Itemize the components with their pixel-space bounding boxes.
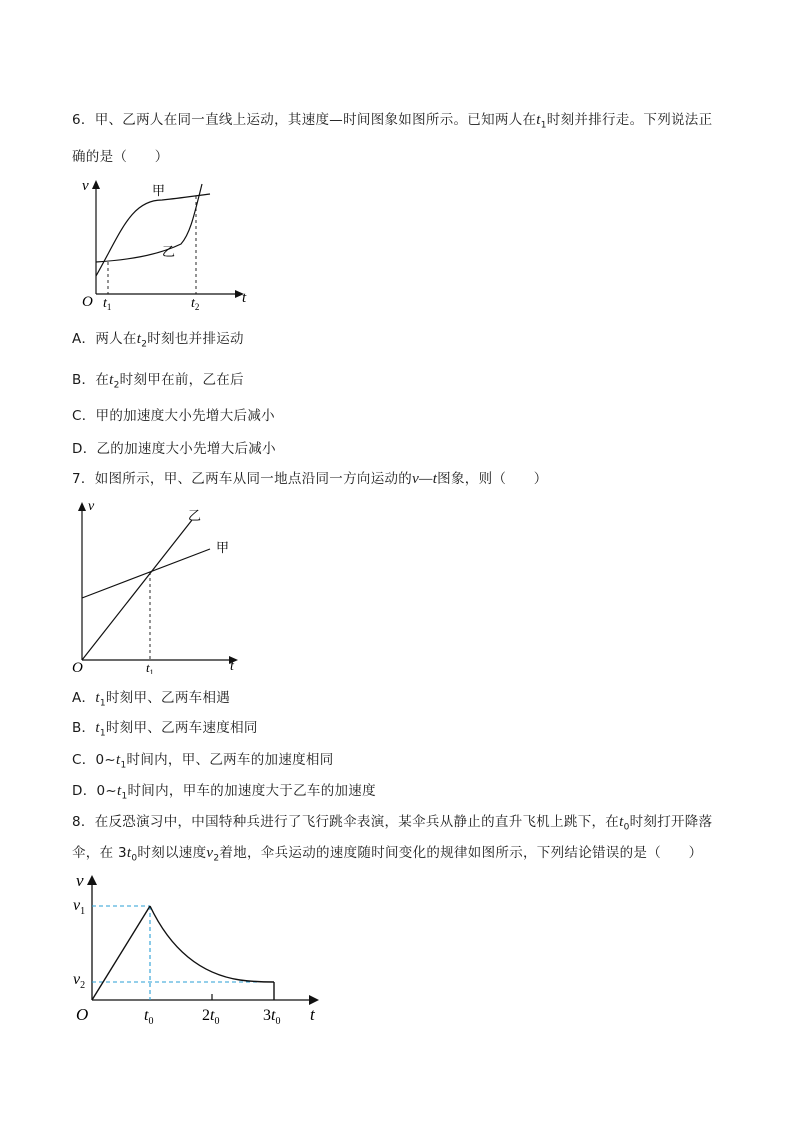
q8-label-v2: $v_2$ xyxy=(73,971,86,991)
q6-stem-line2: 确的是（ ） xyxy=(72,149,169,165)
q7-stem: 7．如图所示，甲、乙两车从同一地点沿同一方向运动的v—t图象，则（ ） xyxy=(72,471,548,487)
q6-option-b: B．在$t_2$时刻甲在前，乙在后 xyxy=(72,372,244,391)
q7-tick-t1: $t_1$ xyxy=(146,660,154,674)
q7-option-b: B．$t_1$时刻甲、乙两车速度相同 xyxy=(72,720,258,739)
q7-jia-line xyxy=(82,549,210,598)
q8-label-v1: $v_1$ xyxy=(73,897,86,917)
q6-t1-symbol: t xyxy=(536,112,541,128)
q6-yi-curve xyxy=(96,184,202,262)
q7-yi-line xyxy=(82,520,192,660)
q6-origin: O xyxy=(82,294,93,310)
q6-tick-t1: $t_1$ xyxy=(103,296,112,310)
q6-label-jia: 甲 xyxy=(152,184,166,199)
q6-option-d: D．乙的加速度大小先增大后减小 xyxy=(72,441,276,457)
q8-stem-line1: 8．在反恐演习中，中国特种兵进行了飞行跳伞表演，某伞兵从静止的直升飞机上跳下，在$t_0$时刻打开降落 xyxy=(72,814,713,833)
q8-figure xyxy=(70,868,330,1028)
q7-axis-t: t xyxy=(230,659,234,674)
q7-option-a: A．$t_1$时刻甲、乙两车相遇 xyxy=(72,690,231,709)
q7-figure xyxy=(70,494,250,674)
q8-tick-t0: $t_0$ xyxy=(144,1007,154,1027)
q7-origin: O xyxy=(72,660,83,674)
q6-stem-line1: 6．甲、乙两人在同一直线上运动，其速度—时间图象如图所示。已知两人在$t_1$时刻并排行走。下列说法正 xyxy=(72,112,713,131)
q8-accel-line xyxy=(92,906,150,1000)
q7-axis-v: v xyxy=(88,499,95,514)
q6-option-a: A．两人在$t_2$时刻也并排运动 xyxy=(72,331,244,350)
q8-origin: O xyxy=(76,1005,89,1024)
q7-option-c: C．$0\sim t_1$时间内，甲、乙两车的加速度相同 xyxy=(72,752,334,771)
q8-decel-curve xyxy=(150,906,274,982)
q8-tick-2t0: $2t_0$ xyxy=(202,1007,220,1027)
q6-jia-curve xyxy=(96,194,210,276)
q6-figure xyxy=(76,176,256,310)
q6-axis-v: v xyxy=(82,178,89,194)
q6-tick-t2: $t_2$ xyxy=(191,296,200,310)
q8-axis-v: v xyxy=(76,871,84,890)
q7-option-d: D．$0\sim t_1$时间内，甲车的加速度大于乙车的加速度 xyxy=(72,783,376,802)
q8-tick-3t0: $3t_0$ xyxy=(263,1007,281,1027)
q6-label-yi: 乙 xyxy=(162,245,176,260)
q8-stem-line2: 伞，在 $3t_0$时刻以速度$v_2$着地，伞兵运动的速度随时间变化的规律如图所示，下列结论错误的是（ ） xyxy=(72,845,703,864)
q7-label-jia: 甲 xyxy=(216,541,230,556)
q8-axis-t: t xyxy=(310,1005,315,1024)
q7-label-yi: 乙 xyxy=(188,509,202,524)
q6-option-c: C．甲的加速度大小先增大后减小 xyxy=(72,408,275,424)
q6-axis-t: t xyxy=(242,290,247,306)
